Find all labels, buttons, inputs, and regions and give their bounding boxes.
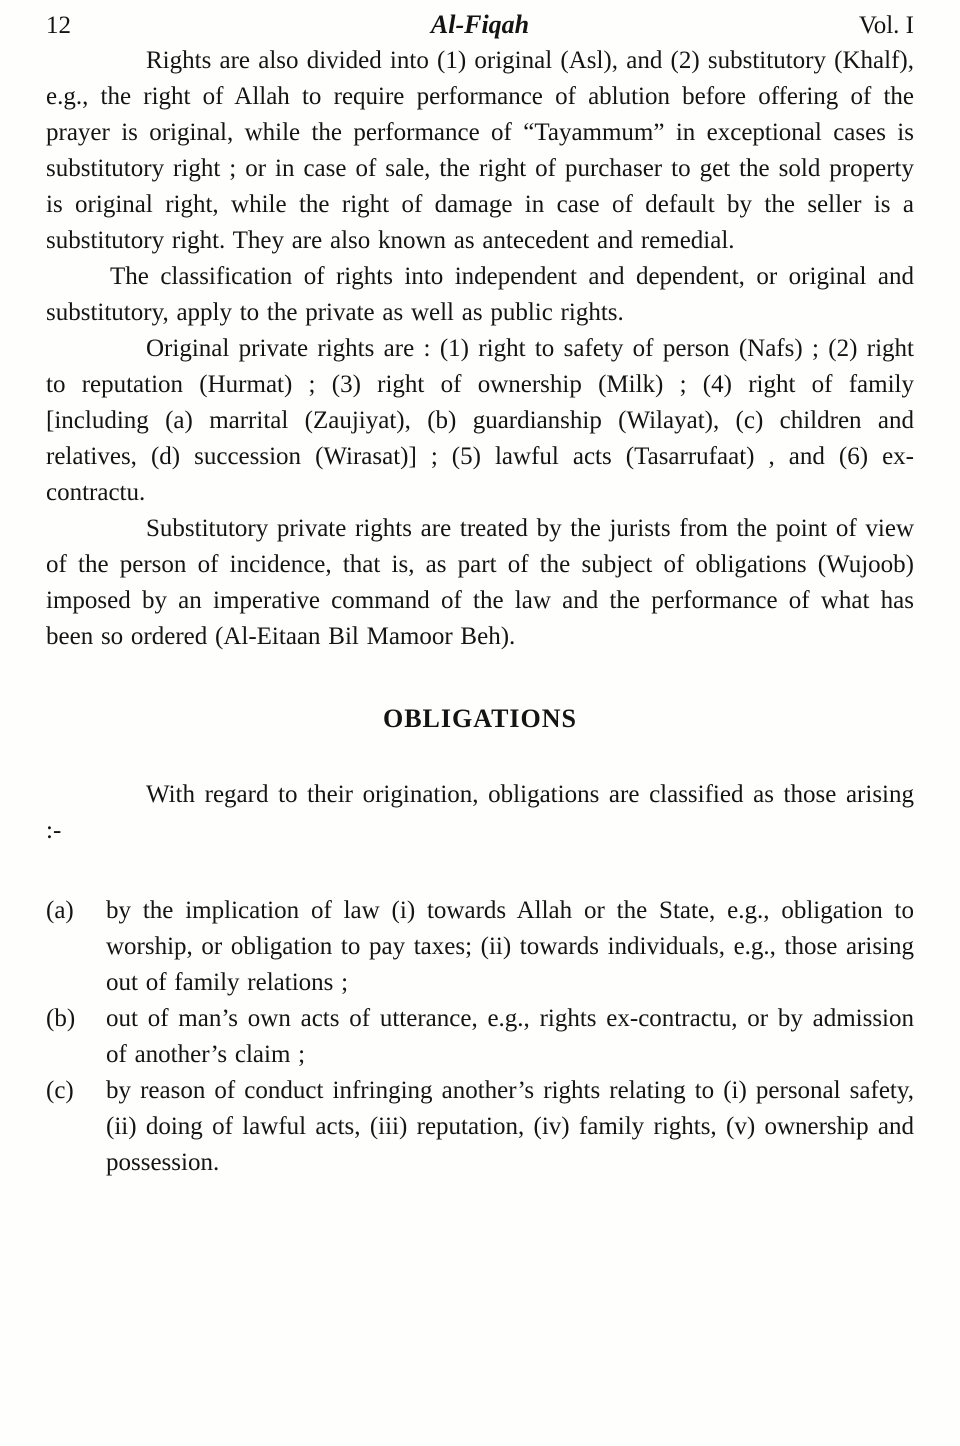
list-text-c: by reason of conduct infringing another’s rights relating to (i) personal safety, (ii) doing of lawful acts, (iii) reputation, (iv) family rights, (v) ownership and possession. (106, 1077, 914, 1176)
page-number: 12 (46, 12, 71, 39)
list-item-a (46, 893, 914, 1001)
section-heading-obligations: OBLIGATIONS (382, 704, 577, 733)
list-text-b: out of man’s own acts of utterance, e.g., rights ex-contractu, or by admission of another’s claim ; (106, 1005, 914, 1068)
list-item-b (46, 1001, 914, 1073)
paragraph-original-private-rights: Original private rights are : (1) right to safety of person (Nafs) ; (2) right to reputation (Hurmat) ; (3) right of ownership (Milk) ; (4) right of family [including (a) marrital (Zaujiyat), (b) guardianship (Wilayat), (c) children and relatives, (d) succession (Wirasat)] ; (5) lawful acts (Tasarrufaat) , and (6) ex-contractu. (46, 335, 914, 506)
paragraph-obligations-intro: With regard to their origination, obligations are classified as those arising :- (46, 781, 914, 844)
volume-label: Vol. I (858, 12, 914, 39)
list-marker-c: (c) (46, 1077, 74, 1104)
paragraph-rights-divided: Rights are also divided into (1) original (Asl), and (2) substitutory (Khalf), e.g., the right of Allah to require performance of ablution before offering of the prayer is original, while the performance of “Tayammum” in exceptional cases is substitutory right ; or in case of sale, the right of purchaser to get the sold property is original right, while the right of damage in case of default by the seller is a substitutory right. They are also known as antecedent and remedial. (46, 47, 914, 254)
list-marker-b: (b) (46, 1005, 76, 1032)
list-item-c (46, 1073, 914, 1181)
obligations-list (46, 893, 914, 1181)
running-title: Al-Fiqah (430, 10, 530, 39)
list-marker-a: (a) (46, 897, 74, 924)
list-text-a: by the implication of law (i) towards Allah or the State, e.g., obligation to worship, or obligation to pay taxes; (ii) towards individuals, e.g., those arising out of family relations ; (106, 897, 914, 996)
paragraph-substitutory-private-rights: Substitutory private rights are treated by the jurists from the point of view of the person of incidence, that is, as part of the subject of obligations (Wujoob) imposed by an imperative command of the law and the performance of what has been so ordered (Al-Eitaan Bil Mamoor Beh). (46, 515, 914, 650)
page-header (46, 8, 914, 43)
paragraph-classification: The classification of rights into independent and dependent, or original and substitutory, apply to the private as well as public rights. (46, 263, 914, 326)
